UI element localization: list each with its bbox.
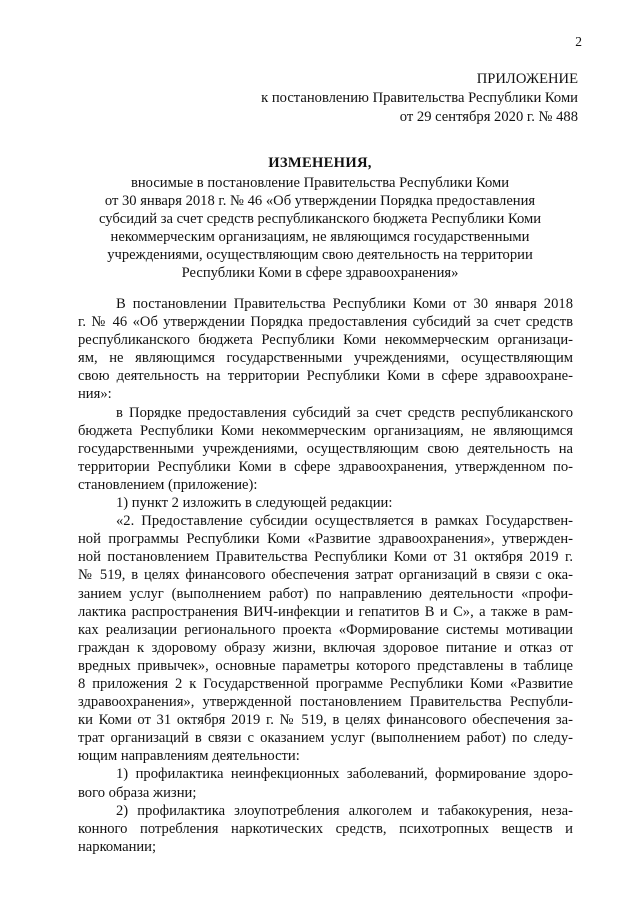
text-line: свою деятельность на территории Республики Коми в сфере здравоохране- — [78, 368, 573, 385]
text-line: ки Коми от 31 октября 2019 г. № 519, в целях финансового обеспечения за- — [78, 712, 573, 729]
text-line: трат организаций в связи с оказанием услуг (выполнением работ) по следу- — [78, 730, 573, 747]
text-line: ющим направлениям деятельности: — [78, 748, 300, 765]
text-line: территории Республики Коми в сфере здравоохранения, утвержденном по- — [78, 458, 573, 475]
text-line: 8 приложения 2 к Государственной программе Республики Коми «Развитие — [78, 675, 573, 692]
text-line: «2. Предоставление субсидии осуществляется в рамках Государствен- — [116, 513, 573, 530]
text-line: вого образа жизни; — [78, 784, 197, 801]
text-line: наркомании; — [78, 838, 157, 855]
appendix-title: ПРИЛОЖЕНИЕ — [476, 71, 578, 87]
text-line: бюджета Республики Коми некоммерческим организациям, не являющимся — [78, 422, 573, 439]
text-line: вредных привычек», основные параметры которого представлены в таблице — [78, 657, 573, 674]
heading-line: вносимые в постановление Правительства Республики Коми — [130, 175, 510, 191]
appendix-block — [238, 70, 578, 127]
paragraph-subitem-1 — [78, 765, 573, 801]
text-line: лактика распространения ВИЧ-инфекции и гепатитов В и С», а также в рам- — [78, 603, 573, 620]
text-line: 1) профилактика неинфекционных заболеваний, формирование здоро- — [116, 766, 573, 783]
text-line: 2) профилактика злоупотребления алкоголем и табакокурения, неза- — [116, 802, 573, 819]
text-line: г. № 46 «Об утверждении Порядка предоставления субсидий за счет средств — [78, 314, 573, 331]
text-line: ной постановлением Правительства Республики Коми от 31 октября 2019 г. — [78, 549, 573, 566]
paragraph-intro — [78, 295, 573, 404]
heading-title: ИЗМЕНЕНИЯ, — [268, 155, 372, 171]
text-line: № 519, в целях финансового обеспечения затрат организаций в связи с ока- — [78, 567, 573, 584]
text-line: республиканского бюджета Республики Коми некоммерческим организаци- — [78, 332, 573, 349]
document-heading — [80, 154, 560, 282]
appendix-line-2: от 29 сентября 2020 г. № 488 — [399, 109, 578, 125]
text-line: ям, не являющимся государственными учреждениями, осуществляющим — [78, 350, 573, 367]
paragraph-order — [78, 404, 573, 494]
text-line: В постановлении Правительства Республики Коми от 30 января 2018 — [116, 296, 573, 312]
text-line: государственными учреждениями, осуществляющим свою деятельность на — [78, 440, 573, 457]
heading-line: от 30 января 2018 г. № 46 «Об утверждении Порядка предоставления — [104, 193, 536, 209]
text-line: конного потребления наркотических средств, психотропных веществ и — [78, 820, 573, 837]
paragraph-clause-2 — [78, 512, 573, 765]
page-number: 2 — [575, 34, 582, 49]
heading-line: субсидий за счет средств республиканского бюджета Республики Коми — [98, 211, 542, 227]
paragraph-item-1 — [78, 494, 573, 512]
text-line: 1) пункт 2 изложить в следующей редакции: — [116, 495, 393, 512]
appendix-line-1: к постановлению Правительства Республики Коми — [261, 90, 578, 106]
text-line: занием услуг (выполнением работ) по направлению деятельности «профи- — [78, 585, 573, 602]
heading-line: учреждениями, осуществляющим свою деятельность на территории — [107, 247, 533, 263]
paragraph-subitem-2 — [78, 802, 573, 856]
text-line: здравоохранения», утвержденной постановлением Правительства Республи- — [78, 694, 573, 711]
heading-line: некоммерческим организациям, не являющимся государственными — [110, 229, 530, 245]
heading-line: Республики Коми в сфере здравоохранения» — [181, 265, 459, 281]
text-line: ной программы Республики Коми «Развитие здравоохранения», утвержден- — [78, 531, 573, 548]
text-line: ках реализации регионального проекта «Формирование системы мотивации — [78, 621, 573, 638]
text-line: граждан к здоровому образу жизни, включая здоровое питание и отказ от — [78, 639, 573, 656]
text-line: в Порядке предоставления субсидий за счет средств республиканского — [116, 404, 573, 421]
text-line: ния»: — [78, 386, 112, 403]
document-body — [78, 295, 573, 856]
text-line: становлением (приложение): — [78, 476, 258, 493]
